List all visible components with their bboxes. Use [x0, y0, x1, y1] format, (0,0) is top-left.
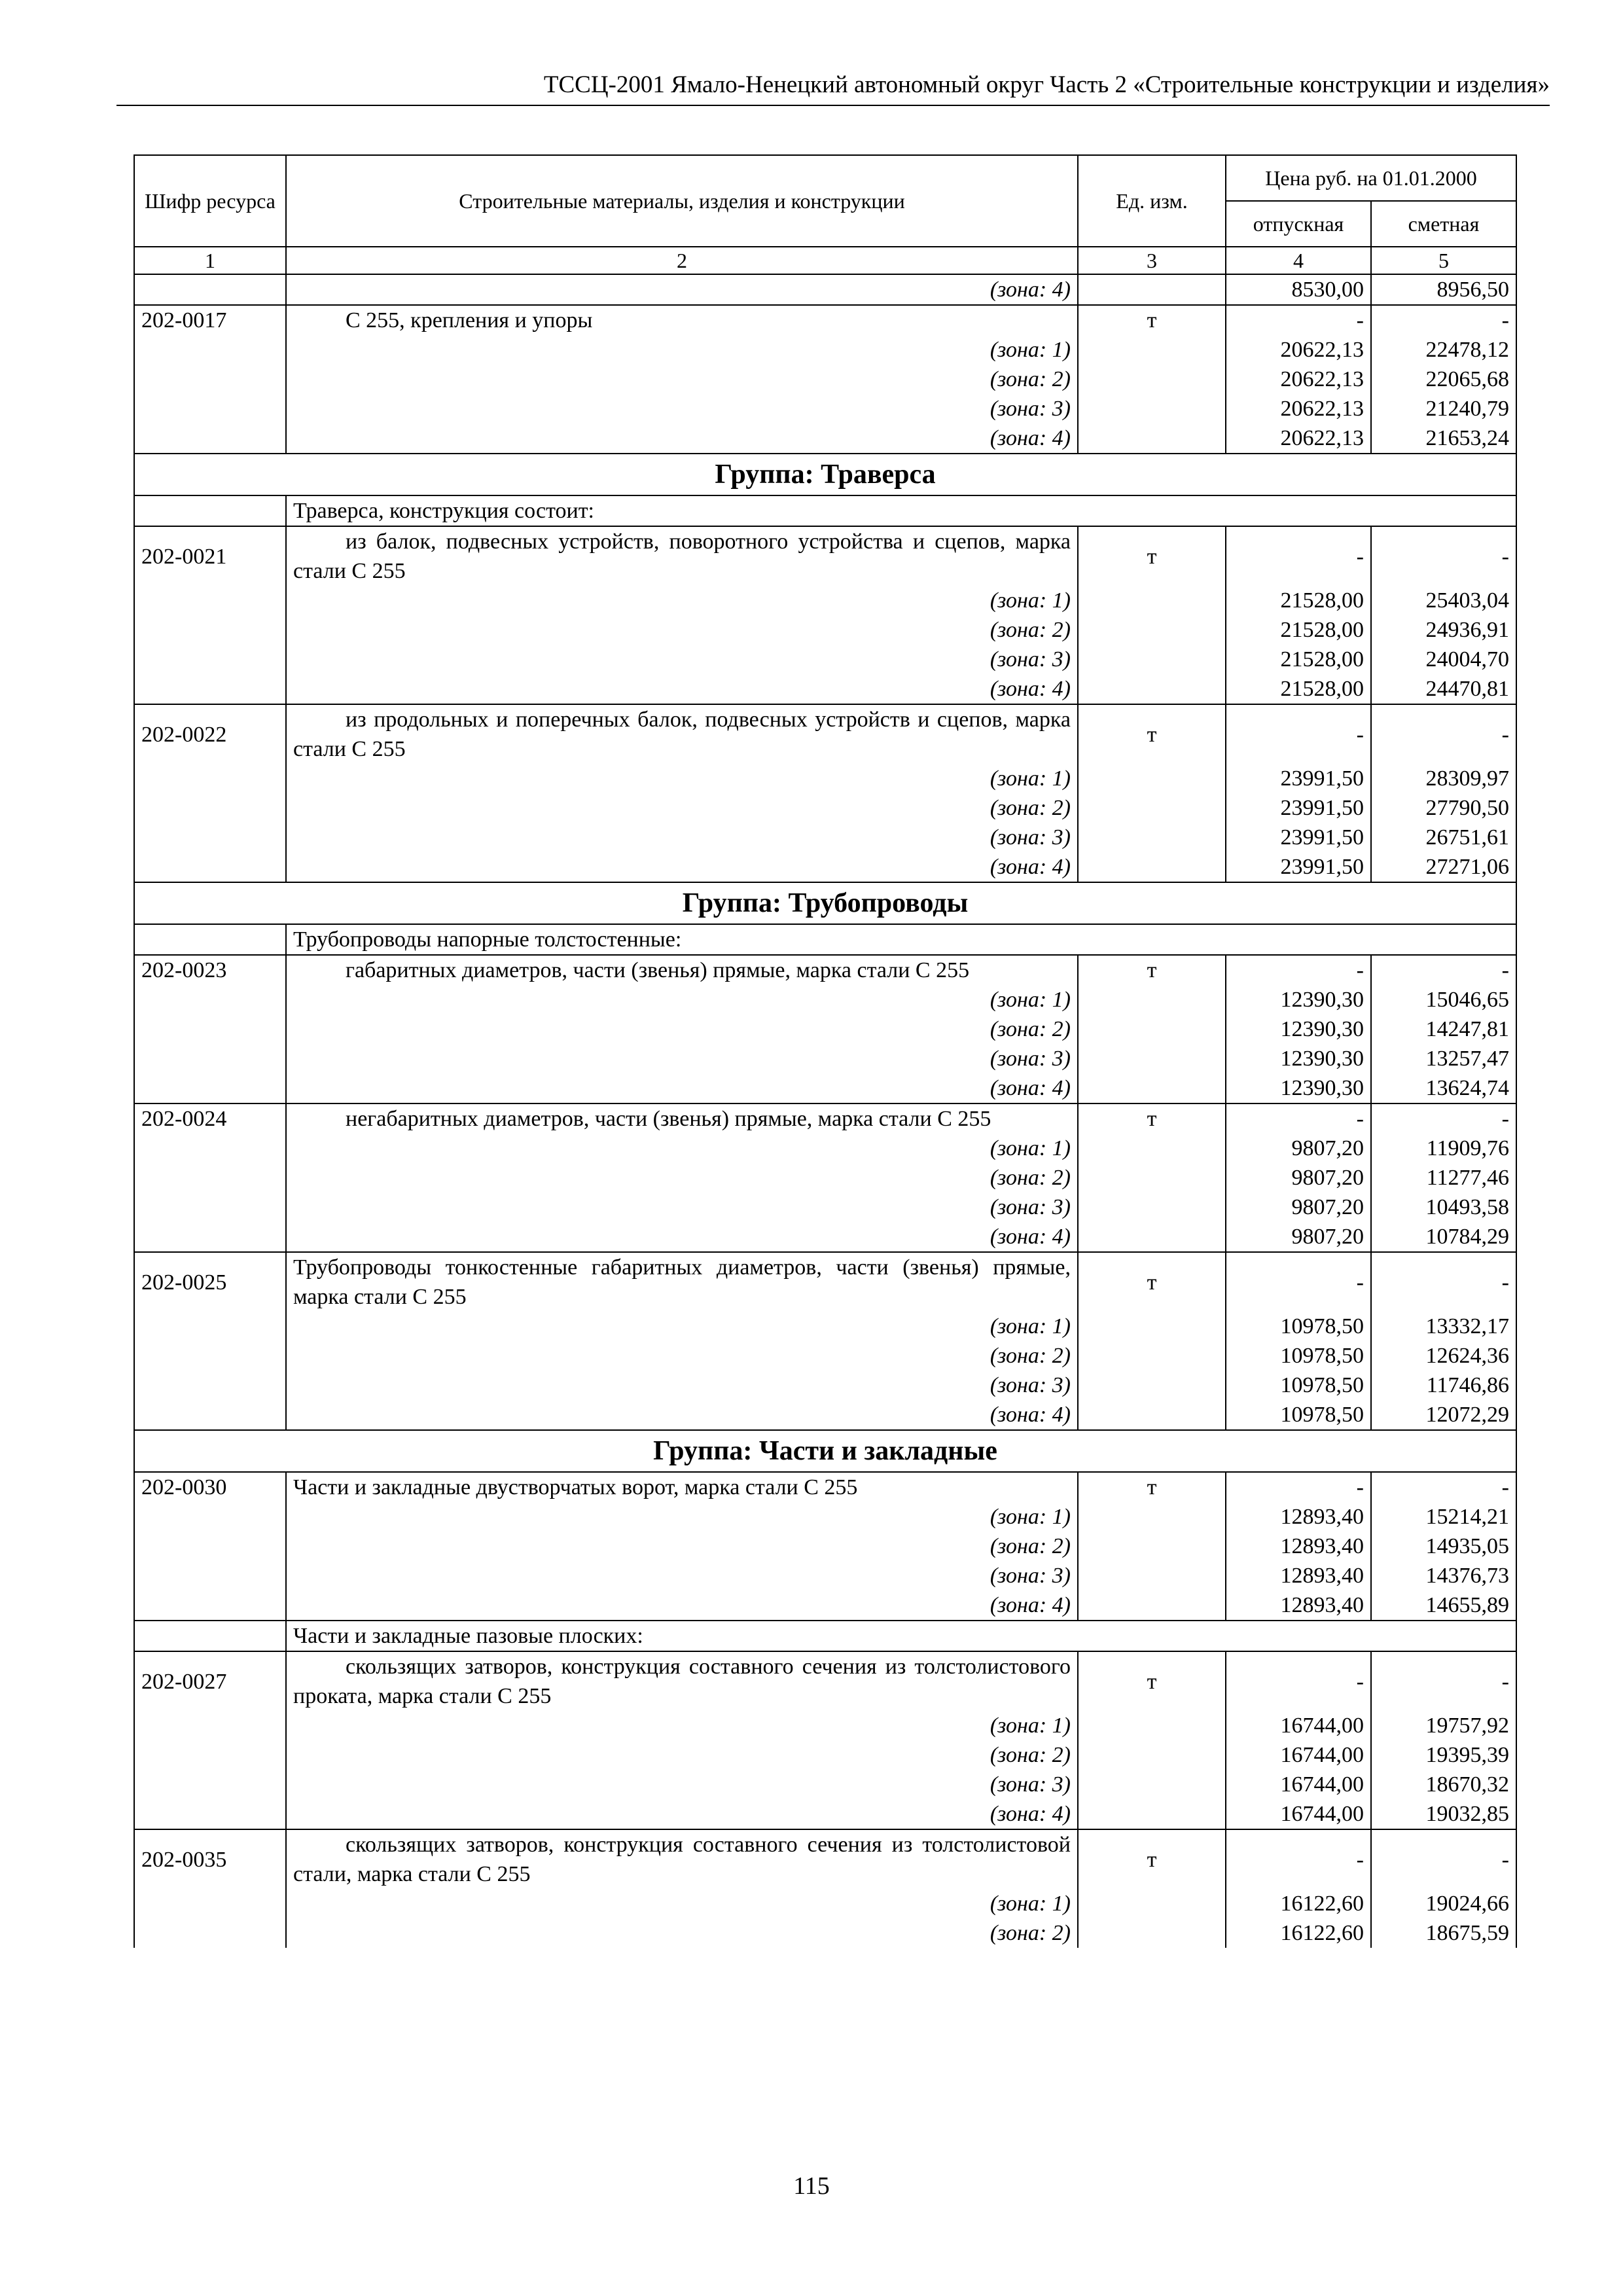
zone-label: (зона: 2): [286, 615, 1078, 645]
table-row: [134, 615, 1516, 645]
zone-label: (зона: 1): [286, 1711, 1078, 1740]
col-header-estimate: сметная: [1371, 201, 1516, 247]
release-price: 10978,50: [1226, 1312, 1371, 1341]
col-number: 5: [1371, 247, 1516, 274]
unit: т: [1078, 1252, 1226, 1312]
unit: т: [1078, 1472, 1226, 1502]
estimate-price: 26751,61: [1371, 823, 1516, 852]
zone-label: (зона: 4): [286, 423, 1078, 454]
resource-code: 202-0023: [134, 955, 286, 985]
running-header: ТССЦ-2001 Ямало-Ненецкий автономный округ Часть 2 «Строительные конструкции и изделия»: [543, 71, 1550, 98]
release-price: -: [1226, 1472, 1371, 1502]
table-row: [134, 1472, 1516, 1502]
release-price: 23991,50: [1226, 823, 1371, 852]
release-price: 16744,00: [1226, 1799, 1371, 1829]
estimate-price: -: [1371, 305, 1516, 335]
release-price: 12893,40: [1226, 1502, 1371, 1532]
group-title: Группа: Части и закладные: [134, 1430, 1516, 1472]
unit: т: [1078, 305, 1226, 335]
zone-label: (зона: 2): [286, 1740, 1078, 1770]
release-price: 21528,00: [1226, 645, 1371, 674]
table-row: [134, 1163, 1516, 1193]
table-row: [134, 423, 1516, 454]
estimate-price: 19032,85: [1371, 1799, 1516, 1829]
zone-label: (зона: 2): [286, 1014, 1078, 1044]
estimate-price: 21653,24: [1371, 423, 1516, 454]
subheading-text: Части и закладные пазовые плоских:: [286, 1621, 1516, 1651]
col-number: 4: [1226, 247, 1371, 274]
estimate-price: -: [1371, 1103, 1516, 1134]
zone-label: (зона: 3): [286, 1371, 1078, 1400]
estimate-price: 14376,73: [1371, 1561, 1516, 1590]
table-row: [134, 764, 1516, 793]
zone-label: (зона: 4): [286, 852, 1078, 882]
estimate-price: 14655,89: [1371, 1590, 1516, 1621]
table-row: [134, 1341, 1516, 1371]
release-price: 12390,30: [1226, 1014, 1371, 1044]
zone-label: (зона: 4): [286, 1799, 1078, 1829]
group-title: Группа: Трубопроводы: [134, 882, 1516, 924]
zone-label: (зона: 3): [286, 1770, 1078, 1799]
table-row: [134, 1829, 1516, 1889]
estimate-price: -: [1371, 704, 1516, 764]
release-price: 10978,50: [1226, 1371, 1371, 1400]
table-row: [134, 704, 1516, 764]
zone-label: (зона: 1): [286, 985, 1078, 1014]
group-title: Группа: Траверса: [134, 454, 1516, 495]
zone-label: (зона: 2): [286, 1163, 1078, 1193]
release-price: 16744,00: [1226, 1711, 1371, 1740]
estimate-price: 24936,91: [1371, 615, 1516, 645]
group-row: [134, 454, 1516, 495]
table-row: [134, 365, 1516, 394]
table-row: [134, 1770, 1516, 1799]
zone-label: (зона: 4): [286, 1400, 1078, 1430]
release-price: 12390,30: [1226, 985, 1371, 1014]
col-header-price: Цена руб. на 01.01.2000: [1226, 155, 1516, 201]
table-row: [134, 1103, 1516, 1134]
zone-label: (зона: 3): [286, 1193, 1078, 1222]
resource-name: С 255, крепления и упоры: [286, 305, 1078, 335]
estimate-price: 19395,39: [1371, 1740, 1516, 1770]
unit: т: [1078, 704, 1226, 764]
release-price: 9807,20: [1226, 1163, 1371, 1193]
col-number: 1: [134, 247, 286, 274]
estimate-price: 13332,17: [1371, 1312, 1516, 1341]
release-price: -: [1226, 526, 1371, 586]
estimate-price: -: [1371, 1472, 1516, 1502]
estimate-price: 10493,58: [1371, 1193, 1516, 1222]
col-header-release: отпускная: [1226, 201, 1371, 247]
release-price: 9807,20: [1226, 1193, 1371, 1222]
release-price: -: [1226, 1651, 1371, 1711]
resource-name: габаритных диаметров, части (звенья) прямые, марка стали С 255: [286, 955, 1078, 985]
subheading-row: [134, 924, 1516, 955]
resource-name: Части и закладные двустворчатых ворот, марка стали С 255: [286, 1472, 1078, 1502]
release-price: -: [1226, 1103, 1371, 1134]
estimate-price: 24470,81: [1371, 674, 1516, 704]
zone-label: (зона: 1): [286, 1134, 1078, 1163]
estimate-price: 28309,97: [1371, 764, 1516, 793]
release-price: 16744,00: [1226, 1740, 1371, 1770]
zone-label: (зона: 4): [286, 674, 1078, 704]
release-price: 21528,00: [1226, 674, 1371, 704]
resource-code: 202-0024: [134, 1103, 286, 1134]
table-row: [134, 1371, 1516, 1400]
zone-label: (зона: 4): [286, 1590, 1078, 1621]
zone-label: (зона: 3): [286, 823, 1078, 852]
table-row: [134, 1590, 1516, 1621]
group-row: [134, 1430, 1516, 1472]
table-row: [134, 852, 1516, 882]
group-row: [134, 882, 1516, 924]
table-row: [134, 1252, 1516, 1312]
table-row: [134, 793, 1516, 823]
col-header-code: Шифр ресурса: [134, 155, 286, 247]
table-row: [134, 1651, 1516, 1711]
table-row: [134, 1222, 1516, 1252]
estimate-price: -: [1371, 1252, 1516, 1312]
table-row: [134, 394, 1516, 423]
resource-name: скользящих затворов, конструкция составного сечения из толстолистовой стали, марка стали С 255: [286, 1829, 1078, 1889]
estimate-price: 14247,81: [1371, 1014, 1516, 1044]
resource-code: 202-0017: [134, 305, 286, 335]
table-row: [134, 1073, 1516, 1103]
release-price: 20622,13: [1226, 335, 1371, 365]
table-row: [134, 674, 1516, 704]
estimate-price: 12624,36: [1371, 1341, 1516, 1371]
estimate-price: 15214,21: [1371, 1502, 1516, 1532]
zone-label: (зона: 2): [286, 793, 1078, 823]
release-price: 20622,13: [1226, 365, 1371, 394]
zone-label: (зона: 2): [286, 365, 1078, 394]
zone-label: (зона: 1): [286, 764, 1078, 793]
release-price: -: [1226, 704, 1371, 764]
table-row: [134, 1400, 1516, 1430]
table-row: [134, 1918, 1516, 1948]
resource-code: 202-0022: [134, 704, 286, 764]
table-row: [134, 1312, 1516, 1341]
release-price: 20622,13: [1226, 394, 1371, 423]
zone-label: (зона: 1): [286, 1502, 1078, 1532]
resource-name: из балок, подвесных устройств, поворотного устройства и сцепов, марка стали С 255: [286, 526, 1078, 586]
table-row: [134, 1044, 1516, 1073]
table-row: [134, 1889, 1516, 1918]
release-price: 9807,20: [1226, 1134, 1371, 1163]
zone-label: (зона: 2): [286, 1341, 1078, 1371]
unit: т: [1078, 1103, 1226, 1134]
release-price: 10978,50: [1226, 1341, 1371, 1371]
zone-label: (зона: 4): [286, 1073, 1078, 1103]
table-row: [134, 586, 1516, 615]
resource-name: скользящих затворов, конструкция составного сечения из толстолистового проката, марка стали С 255: [286, 1651, 1078, 1711]
zone-label: (зона: 2): [286, 1532, 1078, 1561]
release-price: 16122,60: [1226, 1918, 1371, 1948]
col-number: 2: [286, 247, 1078, 274]
release-price: 12893,40: [1226, 1532, 1371, 1561]
table-row: [134, 1134, 1516, 1163]
zone-label: (зона: 1): [286, 1312, 1078, 1341]
table-row: [134, 1193, 1516, 1222]
estimate-price: 13257,47: [1371, 1044, 1516, 1073]
release-price: 23991,50: [1226, 793, 1371, 823]
subheading-row: [134, 495, 1516, 526]
zone-label: (зона: 3): [286, 645, 1078, 674]
release-price: -: [1226, 955, 1371, 985]
page-number: 115: [793, 2172, 830, 2200]
subheading-text: Траверса, конструкция состоит:: [286, 495, 1516, 526]
table-row: [134, 1014, 1516, 1044]
estimate-price: 22065,68: [1371, 365, 1516, 394]
estimate-price: -: [1371, 1829, 1516, 1889]
estimate-price: 15046,65: [1371, 985, 1516, 1014]
estimate-price: -: [1371, 955, 1516, 985]
resource-code: 202-0027: [134, 1651, 286, 1711]
unit: т: [1078, 526, 1226, 586]
table-row: [134, 1502, 1516, 1532]
estimate-price: 14935,05: [1371, 1532, 1516, 1561]
subheading-row: [134, 1621, 1516, 1651]
estimate-price: -: [1371, 1651, 1516, 1711]
estimate-price: 22478,12: [1371, 335, 1516, 365]
table-row: [134, 1799, 1516, 1829]
resource-name: из продольных и поперечных балок, подвесных устройств и сцепов, марка стали С 255: [286, 704, 1078, 764]
zone-label: (зона: 3): [286, 1561, 1078, 1590]
release-price: 12390,30: [1226, 1044, 1371, 1073]
estimate-price: 10784,29: [1371, 1222, 1516, 1252]
estimate-price: 11277,46: [1371, 1163, 1516, 1193]
table-row: [134, 985, 1516, 1014]
table-row: [134, 645, 1516, 674]
estimate-price: 19024,66: [1371, 1889, 1516, 1918]
table-row: [134, 274, 1516, 305]
resource-code: 202-0025: [134, 1252, 286, 1312]
release-price: 12390,30: [1226, 1073, 1371, 1103]
unit: т: [1078, 955, 1226, 985]
estimate-price: 25403,04: [1371, 586, 1516, 615]
table-row: [134, 823, 1516, 852]
release-price: -: [1226, 1829, 1371, 1889]
resource-code: 202-0030: [134, 1472, 286, 1502]
release-price: 21528,00: [1226, 615, 1371, 645]
zone-label: (зона: 1): [286, 335, 1078, 365]
release-price: 12893,40: [1226, 1590, 1371, 1621]
release-price: 10978,50: [1226, 1400, 1371, 1430]
zone-label: (зона: 3): [286, 394, 1078, 423]
estimate-price: 21240,79: [1371, 394, 1516, 423]
table-row: [134, 305, 1516, 335]
estimate-price: 11746,86: [1371, 1371, 1516, 1400]
zone-label: (зона: 1): [286, 1889, 1078, 1918]
release-price: 9807,20: [1226, 1222, 1371, 1252]
release-price: 8530,00: [1226, 274, 1371, 305]
table-row: [134, 1532, 1516, 1561]
estimate-price: 27271,06: [1371, 852, 1516, 882]
col-header-unit: Ед. изм.: [1078, 155, 1226, 247]
release-price: 16744,00: [1226, 1770, 1371, 1799]
estimate-price: 18675,59: [1371, 1918, 1516, 1948]
resource-code: 202-0035: [134, 1829, 286, 1889]
col-header-name: Строительные материалы, изделия и конструкции: [286, 155, 1078, 247]
unit: т: [1078, 1651, 1226, 1711]
release-price: -: [1226, 305, 1371, 335]
table-row: [134, 955, 1516, 985]
estimate-price: 11909,76: [1371, 1134, 1516, 1163]
unit: т: [1078, 1829, 1226, 1889]
zone-label: (зона: 1): [286, 586, 1078, 615]
estimate-price: 19757,92: [1371, 1711, 1516, 1740]
estimate-price: 13624,74: [1371, 1073, 1516, 1103]
subheading-text: Трубопроводы напорные толстостенные:: [286, 924, 1516, 955]
zone-label: (зона: 3): [286, 1044, 1078, 1073]
table-row: [134, 1711, 1516, 1740]
table-row: [134, 1740, 1516, 1770]
resource-code: 202-0021: [134, 526, 286, 586]
release-price: -: [1226, 1252, 1371, 1312]
zone-label: (зона: 4): [286, 274, 1078, 305]
table-row: [134, 335, 1516, 365]
estimate-price: -: [1371, 526, 1516, 586]
estimate-price: 27790,50: [1371, 793, 1516, 823]
zone-label: (зона: 4): [286, 1222, 1078, 1252]
release-price: 16122,60: [1226, 1889, 1371, 1918]
release-price: 12893,40: [1226, 1561, 1371, 1590]
resource-name: негабаритных диаметров, части (звенья) прямые, марка стали С 255: [286, 1103, 1078, 1134]
estimate-price: 8956,50: [1371, 274, 1516, 305]
estimate-price: 12072,29: [1371, 1400, 1516, 1430]
col-number: 3: [1078, 247, 1226, 274]
release-price: 23991,50: [1226, 852, 1371, 882]
zone-label: (зона: 2): [286, 1918, 1078, 1948]
release-price: 20622,13: [1226, 423, 1371, 454]
estimate-price: 24004,70: [1371, 645, 1516, 674]
estimate-price: 18670,32: [1371, 1770, 1516, 1799]
resource-name: Трубопроводы тонкостенные габаритных диаметров, части (звенья) прямые, марка стали С 255: [286, 1252, 1078, 1312]
price-table: [134, 154, 1517, 1948]
header-rule: [116, 105, 1550, 106]
release-price: 23991,50: [1226, 764, 1371, 793]
table-row: [134, 1561, 1516, 1590]
table-row: [134, 526, 1516, 586]
release-price: 21528,00: [1226, 586, 1371, 615]
